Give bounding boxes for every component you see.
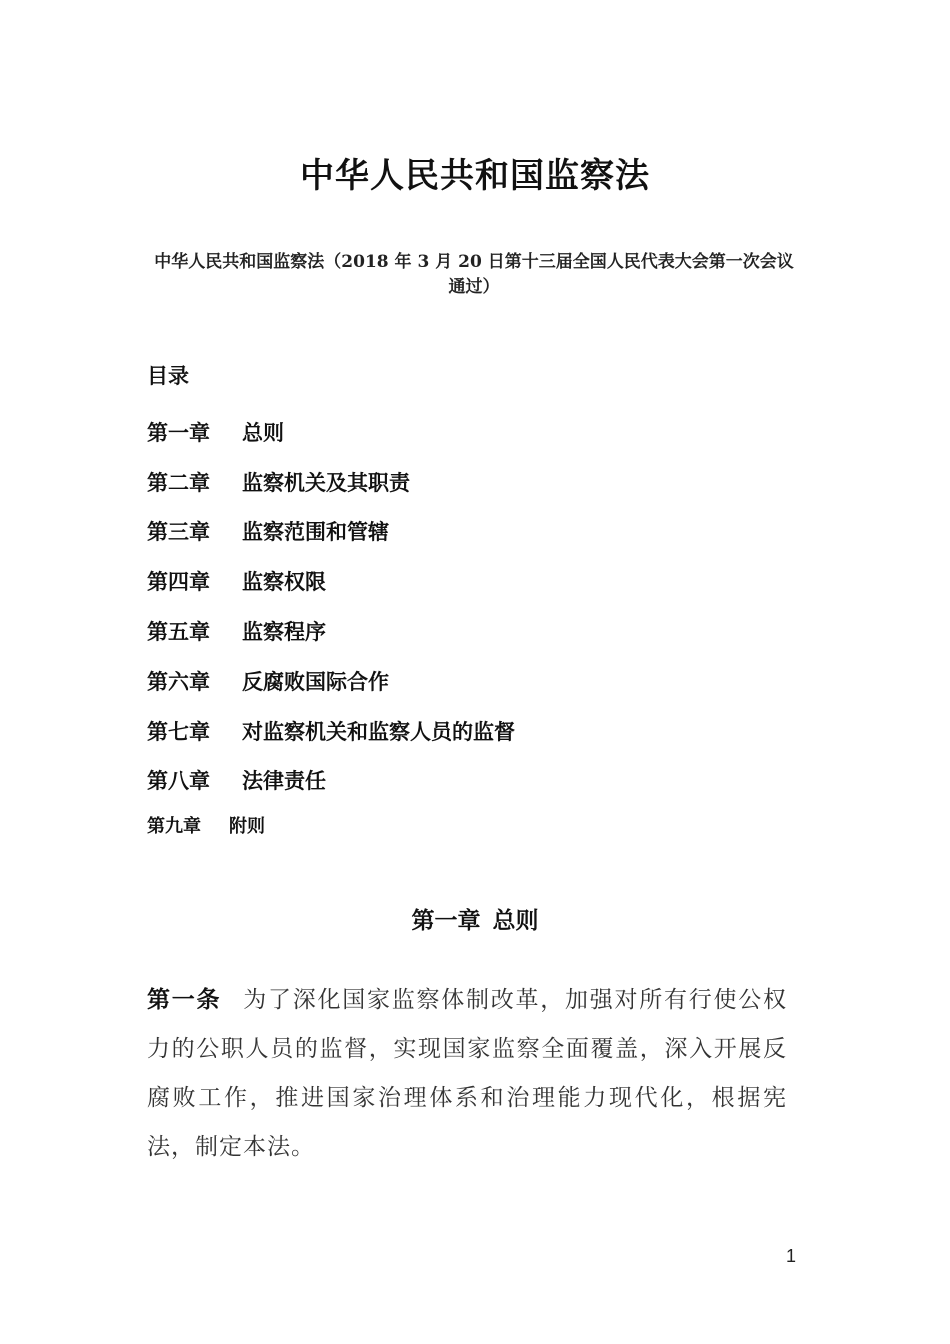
toc-item bbox=[147, 656, 797, 706]
toc-item bbox=[147, 556, 797, 606]
toc-item bbox=[147, 706, 797, 756]
chapter-number: 第一章 bbox=[411, 907, 481, 934]
toc-chapter-number: 第八章 bbox=[147, 768, 210, 794]
toc-chapter-name: 监察范围和管辖 bbox=[242, 519, 389, 545]
toc-chapter-number: 第九章 bbox=[147, 816, 201, 838]
toc-chapter-name: 监察程序 bbox=[242, 619, 326, 645]
toc-chapter-name: 法律责任 bbox=[242, 768, 326, 794]
toc-chapter-name: 附则 bbox=[229, 816, 265, 838]
document-subtitle: 中华人民共和国监察法（2018 年 3 月 20 日第十三届全国人民代表大会第一次会议通过） bbox=[154, 252, 794, 297]
toc-item bbox=[147, 606, 797, 656]
toc-chapter-number: 第三章 bbox=[147, 519, 210, 545]
chapter-heading bbox=[0, 902, 950, 935]
table-of-contents bbox=[147, 407, 797, 845]
toc-chapter-name: 反腐败国际合作 bbox=[242, 668, 389, 694]
toc-item bbox=[147, 756, 797, 806]
toc-item bbox=[147, 407, 797, 457]
toc-chapter-name: 监察权限 bbox=[242, 569, 326, 595]
toc-chapter-number: 第五章 bbox=[147, 619, 210, 645]
toc-item bbox=[147, 457, 797, 507]
article-label: 第一条 bbox=[147, 986, 222, 1013]
article-text: 为了深化国家监察体制改革，加强对所有行使公权力的公职人员的监督，实现国家监察全面覆盖，深入开展反腐败工作，推进国家治理体系和治理能力现代化，根据宪法，制定本法。 bbox=[147, 987, 787, 1160]
toc-chapter-name: 监察机关及其职责 bbox=[242, 469, 410, 495]
toc-chapter-name: 总则 bbox=[242, 419, 284, 445]
toc-chapter-name: 对监察机关和监察人员的监督 bbox=[242, 718, 515, 744]
page-number: 1 bbox=[786, 1246, 797, 1266]
toc-chapter-number: 第一章 bbox=[147, 419, 210, 445]
toc-chapter-number: 第四章 bbox=[147, 569, 210, 595]
toc-heading: 目录 bbox=[147, 363, 189, 388]
toc-chapter-number: 第二章 bbox=[147, 469, 210, 495]
chapter-name: 总则 bbox=[492, 907, 539, 934]
toc-item bbox=[147, 805, 797, 845]
toc-item bbox=[147, 507, 797, 557]
toc-chapter-number: 第六章 bbox=[147, 668, 210, 694]
article-paragraph bbox=[147, 975, 787, 1172]
document-title: 中华人民共和国监察法 bbox=[300, 156, 650, 196]
toc-chapter-number: 第七章 bbox=[147, 718, 210, 744]
